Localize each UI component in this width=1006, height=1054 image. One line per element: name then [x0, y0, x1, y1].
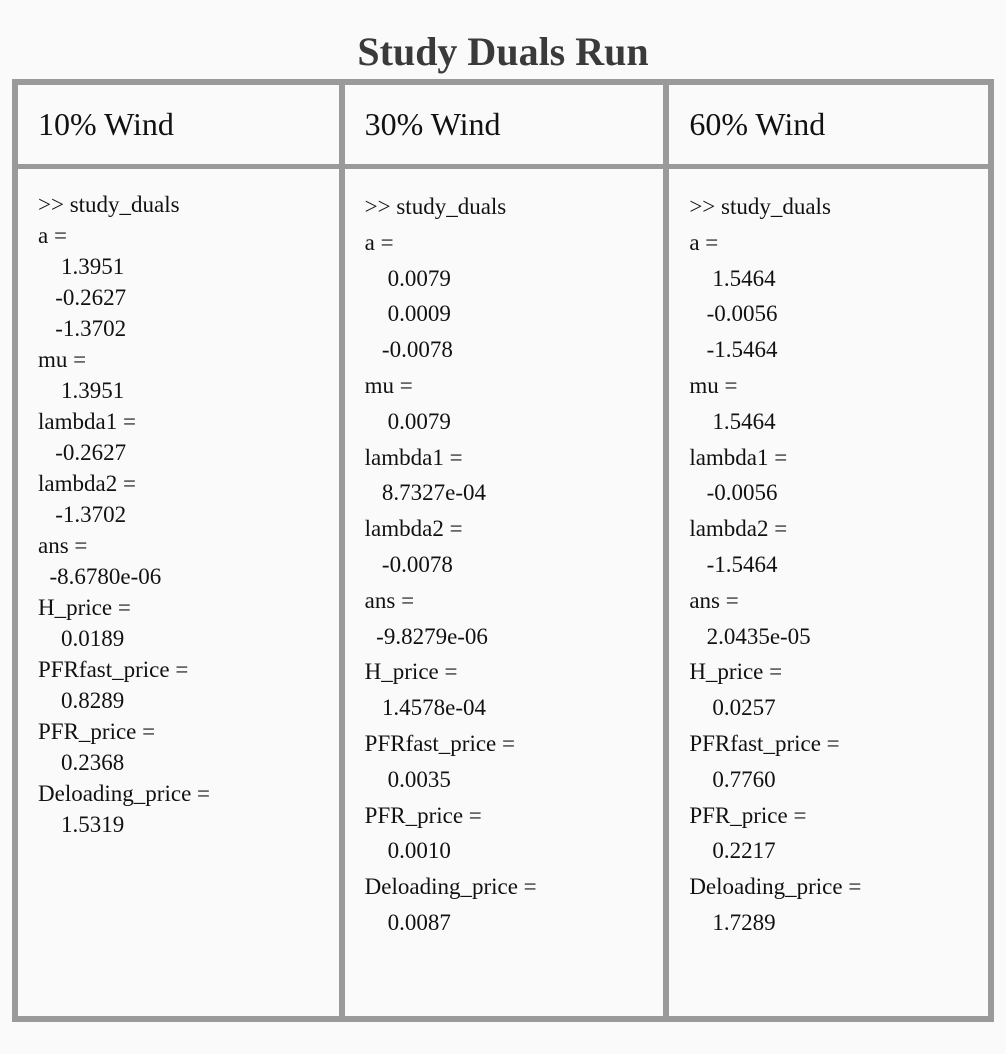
output-line: >> study_duals — [364, 194, 507, 219]
output-line: 0.2368 — [38, 750, 125, 775]
output-line: H_price = — [364, 659, 458, 685]
output-line: 0.0257 — [689, 695, 776, 721]
output-line: 1.3951 — [38, 254, 125, 279]
output-line: >> study_duals — [689, 194, 831, 219]
output-line: -0.0056 — [689, 480, 778, 506]
output-line: Deloading_price = — [364, 874, 537, 900]
output-line: H_price = — [38, 595, 131, 620]
output-line: 0.0079 — [364, 408, 451, 434]
output-cell-30-wind — [341, 167, 666, 1018]
output-line: -1.3702 — [38, 502, 127, 527]
output-line: ans = — [364, 587, 415, 613]
output-cell-10-wind — [16, 167, 341, 1018]
output-line: 2.0435e-05 — [689, 623, 811, 649]
output-line: PFR_price = — [38, 719, 156, 744]
output-line: -0.0078 — [364, 551, 453, 577]
output-line: 0.0079 — [364, 265, 451, 291]
output-line: PFRfast_price = — [364, 730, 515, 756]
output-line: lambda1 = — [38, 409, 136, 434]
output-line: PFR_price = — [689, 802, 807, 828]
output-line: -0.0078 — [364, 337, 453, 363]
output-line: 0.0035 — [364, 766, 451, 792]
output-line: 1.5464 — [689, 408, 776, 434]
output-line: -0.0056 — [689, 301, 778, 327]
output-line: lambda1 = — [364, 444, 463, 470]
output-line: ans = — [38, 533, 88, 558]
output-line: >> study_duals — [38, 192, 180, 217]
output-line: a = — [364, 229, 394, 255]
output-line: 0.0009 — [364, 301, 451, 327]
duals-table — [12, 79, 994, 1022]
output-line: -9.8279e-06 — [364, 623, 488, 649]
output-cell-60-wind — [665, 167, 990, 1018]
output-line: 0.8289 — [38, 688, 125, 713]
page-title: Study Duals Run — [357, 29, 649, 74]
output-line: 0.0189 — [38, 626, 125, 651]
header-row — [16, 83, 990, 167]
output-line: 1.4578e-04 — [364, 695, 487, 721]
output-line: 0.0010 — [364, 838, 451, 864]
output-line: -1.5464 — [689, 337, 778, 363]
output-line: a = — [38, 223, 67, 248]
output-line: 1.3951 — [38, 378, 125, 403]
output-line: PFRfast_price = — [38, 657, 189, 682]
output-line: -0.2627 — [38, 285, 127, 310]
output-line: mu = — [38, 347, 87, 372]
output-line: mu = — [364, 372, 413, 398]
output-line: PFR_price = — [364, 802, 482, 828]
output-line: lambda2 = — [689, 516, 788, 542]
output-line: Deloading_price = — [689, 874, 862, 900]
output-line: a = — [689, 229, 719, 255]
column-header-30-wind: 30% Wind — [341, 83, 666, 167]
output-line: lambda2 = — [364, 516, 463, 542]
output-line: 0.0087 — [364, 909, 451, 935]
output-line: 1.5319 — [38, 812, 125, 837]
output-line: 1.5464 — [689, 265, 776, 291]
output-line: 0.2217 — [689, 838, 776, 864]
output-line: Deloading_price = — [38, 781, 210, 806]
output-line: PFRfast_price = — [689, 730, 840, 756]
column-header-10-wind: 10% Wind — [16, 83, 341, 167]
output-line: 8.7327e-04 — [364, 480, 487, 506]
output-line: -1.3702 — [38, 316, 127, 341]
output-line: lambda2 = — [38, 471, 136, 496]
output-line: 0.7760 — [689, 766, 776, 792]
output-line: -8.6780e-06 — [38, 564, 162, 589]
output-line: 1.7289 — [689, 909, 776, 935]
output-line: -1.5464 — [689, 551, 778, 577]
output-row — [16, 167, 990, 1018]
output-line: -0.2627 — [38, 440, 127, 465]
output-line: ans = — [689, 587, 739, 613]
output-line: lambda1 = — [689, 444, 788, 470]
output-line: H_price = — [689, 659, 783, 685]
column-header-60-wind: 60% Wind — [665, 83, 990, 167]
output-line: mu = — [689, 372, 738, 398]
